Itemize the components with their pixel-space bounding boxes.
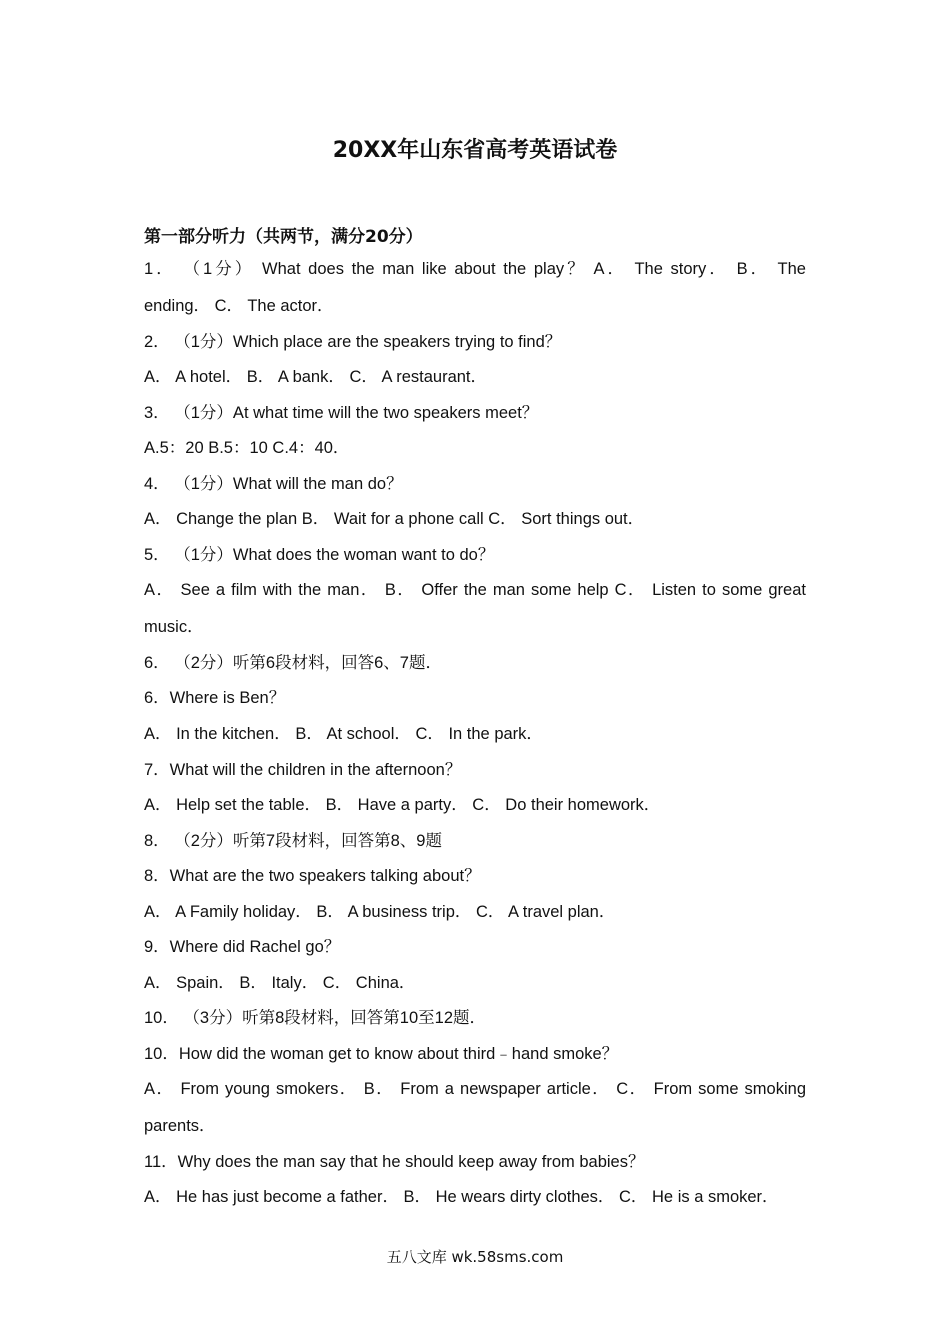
question-10-options-line-1: A． From young smokers． B． From a newspaper article． C． From some smoking — [144, 1080, 806, 1098]
question-2: 2． （1分）Which place are the speakers trying to find？ — [144, 333, 562, 351]
question-4-options: A． Change the plan B． Wait for a phone call C． Sort things out． — [144, 510, 645, 528]
question-2-options: A． A hotel． B． A bank． C． A restaurant． — [144, 368, 488, 386]
question-8: 8．What are the two speakers talking about？ — [144, 867, 481, 885]
question-8-options: A． A Family holiday． B． A business trip． C． A travel plan． — [144, 903, 616, 921]
question-7: 7．What will the children in the afternoon？ — [144, 761, 462, 779]
question-7-options: A． Help set the table． B． Have a party． C． Do their homework． — [144, 796, 661, 814]
question-6-instruction: 6． （2分）听第6段材料，回答6、7题． — [144, 654, 442, 672]
question-1-line-2: ending． C． The actor． — [144, 297, 334, 315]
question-3-options: A.5：20 B.5：10 C.4：40． — [144, 439, 350, 457]
question-5-options-line-2: music． — [144, 618, 204, 636]
question-5-options-line-1: A． See a film with the man． B． Offer the man some help C． Listen to some great — [144, 581, 806, 599]
question-6-options: A． In the kitchen． B． At school． C． In the park． — [144, 725, 543, 743]
question-1-line-1: 1． （1分） What does the man like about the play？ A． The story． B． The — [144, 260, 806, 278]
question-11-options: A． He has just become a father． B． He wears dirty clothes． C． He is a smoker． — [144, 1188, 779, 1206]
question-6: 6．Where is Ben？ — [144, 689, 286, 707]
question-11: 11．Why does the man say that he should keep away from babies？ — [144, 1153, 645, 1171]
section-heading: 第一部分听力（共两节，满分20分） — [144, 227, 423, 247]
page-title: 20XX年山东省高考英语试卷 — [332, 138, 618, 163]
question-10-options-line-2: parents． — [144, 1117, 216, 1135]
question-3: 3． （1分）At what time will the two speakers meet？ — [144, 404, 539, 422]
page-footer: 五八文库 wk.58sms.com — [386, 1248, 564, 1266]
question-10-instruction: 10． （3分）听第8段材料，回答第10至12题． — [144, 1009, 486, 1027]
question-9: 9．Where did Rachel go？ — [144, 938, 341, 956]
question-9-options: A． Spain． B． Italy． C． China． — [144, 974, 416, 992]
question-4: 4． （1分）What will the man do？ — [144, 475, 403, 493]
question-8-instruction: 8． （2分）听第7段材料，回答第8、9题 — [144, 832, 442, 850]
question-5: 5． （1分）What does the woman want to do？ — [144, 546, 495, 564]
question-10: 10．How did the woman get to know about third﹣hand smoke？ — [144, 1045, 619, 1063]
